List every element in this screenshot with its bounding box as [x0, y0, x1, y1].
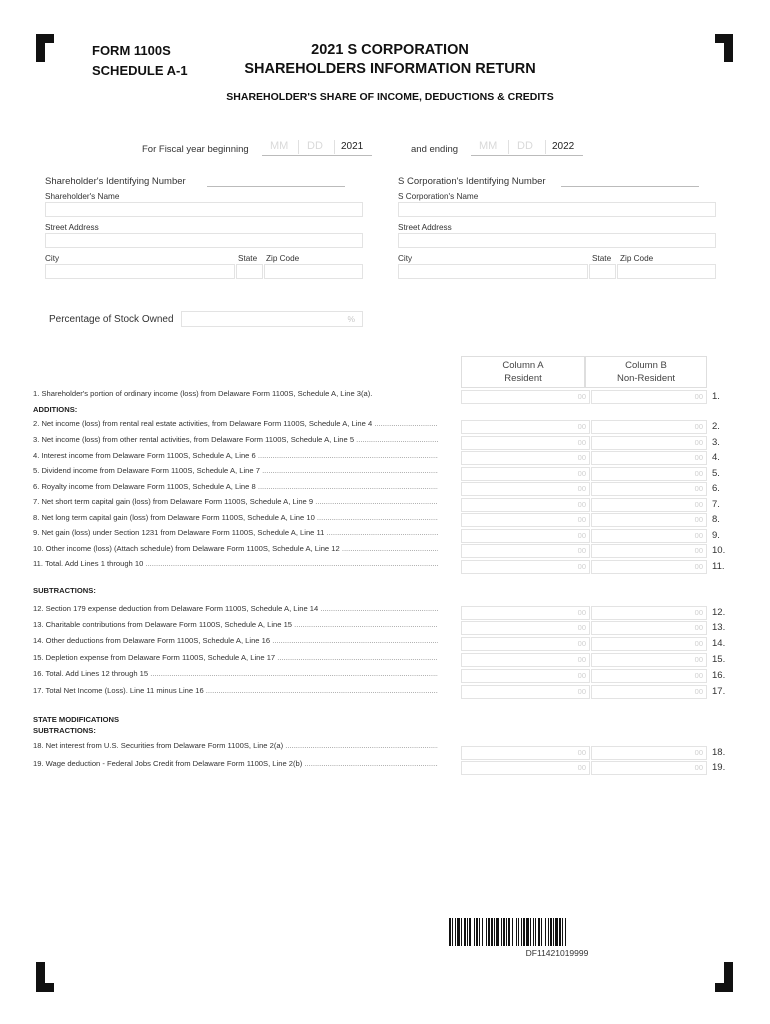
- cents-placeholder: 00: [577, 453, 586, 462]
- line-19-column-b-input[interactable]: [591, 761, 707, 775]
- begin-day-placeholder[interactable]: DD: [307, 140, 323, 152]
- cents-placeholder: 00: [694, 422, 703, 431]
- cents-placeholder: 00: [577, 655, 586, 664]
- line-13-column-b-input[interactable]: [591, 621, 707, 635]
- state-subtractions-heading: SUBTRACTIONS:: [33, 726, 96, 735]
- corporation-city-label: City: [398, 254, 413, 263]
- line-10-number: 10.: [712, 545, 726, 556]
- end-separator-2: [545, 140, 546, 154]
- corporation-name-label: S Corporation's Name: [398, 192, 479, 201]
- line-7-description: 7. Net short term capital gain (loss) from Delaware Form 1100S, Schedule A, Line 9 .....: [33, 497, 438, 506]
- line-19-description: 19. Wage deduction - Federal Jobs Credit from Delaware Form 1100S, Line 2(b) .....: [33, 759, 438, 768]
- line-4-description: 4. Interest income from Delaware Form 1100S, Schedule A, Line 6 .....: [33, 451, 438, 460]
- line-18-description: 18. Net interest from U.S. Securities from Delaware Form 1100S, Line 2(a) .....: [33, 741, 438, 750]
- cents-placeholder: 00: [577, 671, 586, 680]
- cents-placeholder: 00: [694, 546, 703, 555]
- shareholder-state-field[interactable]: [236, 264, 263, 279]
- line-13-number: 13.: [712, 622, 726, 633]
- shareholder-street-field[interactable]: [45, 233, 363, 248]
- barcode-text: DF11421019999: [525, 948, 589, 958]
- cents-placeholder: 00: [694, 608, 703, 617]
- line-12-description: 12. Section 179 expense deduction from Delaware Form 1100S, Schedule A, Line 14 .....: [33, 604, 438, 613]
- end-month-placeholder[interactable]: MM: [479, 140, 498, 152]
- line-2-description: 2. Net income (loss) from rental real estate activities, from Delaware Form 1100S, Schedule A, Line 4 .....: [33, 419, 438, 428]
- line-16-column-b-input[interactable]: [591, 669, 707, 683]
- line-12-number: 12.: [712, 607, 726, 618]
- cents-placeholder: 00: [577, 639, 586, 648]
- form-number: FORM 1100S: [92, 43, 171, 58]
- cents-placeholder: 00: [694, 392, 703, 401]
- corporation-street-label: Street Address: [398, 223, 452, 232]
- line-6-description: 6. Royalty income from Delaware Form 1100S, Schedule A, Line 8 .....: [33, 482, 438, 491]
- corner-mark-top-right-arm: [715, 34, 733, 43]
- shareholder-zip-label: Zip Code: [266, 254, 300, 263]
- line-9-column-a-input[interactable]: [461, 529, 590, 543]
- corner-mark-bottom-right-arm: [715, 983, 733, 992]
- line-2-column-b-input[interactable]: [591, 420, 707, 434]
- line-3-description: 3. Net income (loss) from other rental activities, from Delaware Form 1100S, Schedule A, Line 5 .....: [33, 435, 438, 444]
- line-15-column-b-input[interactable]: [591, 653, 707, 667]
- line-16-number: 16.: [712, 670, 726, 681]
- line-14-description: 14. Other deductions from Delaware Form 1100S, Schedule A, Line 16 .....: [33, 636, 438, 645]
- fiscal-end-label: and ending: [411, 144, 459, 155]
- subtractions-heading: SUBTRACTIONS:: [33, 586, 96, 595]
- cents-placeholder: 00: [694, 515, 703, 524]
- line-8-column-b-input[interactable]: [591, 513, 707, 527]
- line-9-column-b-input[interactable]: [591, 529, 707, 543]
- line-3-number: 3.: [712, 437, 720, 448]
- line-8-number: 8.: [712, 514, 720, 525]
- corporation-zip-field[interactable]: [617, 264, 716, 279]
- column-b-subtitle: Non-Resident: [616, 373, 676, 384]
- line-5-number: 5.: [712, 468, 720, 479]
- corporation-state-label: State: [592, 254, 612, 263]
- fiscal-begin-underline: [262, 155, 372, 156]
- line-18-column-a-input[interactable]: [461, 746, 590, 760]
- line-4-column-a-input[interactable]: [461, 451, 590, 465]
- cents-placeholder: 00: [694, 748, 703, 757]
- shareholder-id-field[interactable]: [207, 186, 345, 187]
- cents-placeholder: 00: [694, 623, 703, 632]
- cents-placeholder: 00: [577, 687, 586, 696]
- line-2-column-a-input[interactable]: [461, 420, 590, 434]
- begin-separator-1: [298, 140, 299, 154]
- line-8-description: 8. Net long term capital gain (loss) from Delaware Form 1100S, Schedule A, Line 10 .....: [33, 513, 438, 522]
- cents-placeholder: 00: [694, 484, 703, 493]
- line-12-column-a-input[interactable]: [461, 606, 590, 620]
- corporation-id-field[interactable]: [561, 186, 699, 187]
- cents-placeholder: 00: [694, 531, 703, 540]
- cents-placeholder: 00: [694, 438, 703, 447]
- shareholder-id-label: Shareholder's Identifying Number: [45, 176, 186, 187]
- cents-placeholder: 00: [577, 623, 586, 632]
- cents-placeholder: 00: [577, 438, 586, 447]
- shareholder-street-label: Street Address: [45, 223, 99, 232]
- barcode-bar: [566, 918, 567, 946]
- corner-mark-top-left-arm: [36, 34, 54, 43]
- line-7-number: 7.: [712, 499, 720, 510]
- line-16-column-a-input[interactable]: [461, 669, 590, 683]
- line-5-description: 5. Dividend income from Delaware Form 1100S, Schedule A, Line 7 .....: [33, 466, 438, 475]
- cents-placeholder: 00: [694, 453, 703, 462]
- line-11-description: 11. Total. Add Lines 1 through 10 .....: [33, 559, 438, 568]
- cents-placeholder: 00: [577, 500, 586, 509]
- line-5-column-b-input[interactable]: [591, 467, 707, 481]
- line-1-description: 1. Shareholder's portion of ordinary income (loss) from Delaware Form 1100S, Schedule A, Line 3(a).: [33, 389, 373, 398]
- line-13-column-a-input[interactable]: [461, 621, 590, 635]
- cents-placeholder: 00: [694, 469, 703, 478]
- line-6-column-a-input[interactable]: [461, 482, 590, 496]
- percent-sign: %: [347, 314, 355, 324]
- column-a-title: Column A: [502, 360, 544, 371]
- line-14-column-b-input[interactable]: [591, 637, 707, 651]
- column-a-header: [461, 356, 585, 388]
- line-15-number: 15.: [712, 654, 726, 665]
- line-7-column-a-input[interactable]: [461, 498, 590, 512]
- line-18-number: 18.: [712, 747, 726, 758]
- shareholder-name-field[interactable]: [45, 202, 363, 217]
- line-11-number: 11.: [712, 561, 725, 572]
- line-8-column-a-input[interactable]: [461, 513, 590, 527]
- line-13-description: 13. Charitable contributions from Delaware Form 1100S, Schedule A, Line 15 .....: [33, 620, 438, 629]
- line-10-column-a-input[interactable]: [461, 544, 590, 558]
- line-19-number: 19.: [712, 762, 726, 773]
- column-a-subtitle: Resident: [504, 373, 542, 384]
- line-4-number: 4.: [712, 452, 720, 463]
- line-5-column-a-input[interactable]: [461, 467, 590, 481]
- column-b-title: Column B: [625, 360, 667, 371]
- stock-owned-label: Percentage of Stock Owned: [49, 314, 174, 325]
- line-3-column-b-input[interactable]: [591, 436, 707, 450]
- form-subtitle: SHAREHOLDER'S SHARE OF INCOME, DEDUCTIONS & CREDITS: [226, 91, 554, 103]
- line-4-column-b-input[interactable]: [591, 451, 707, 465]
- cents-placeholder: 00: [694, 639, 703, 648]
- corporation-state-field[interactable]: [589, 264, 616, 279]
- shareholder-state-label: State: [238, 254, 258, 263]
- cents-placeholder: 00: [577, 546, 586, 555]
- corporation-street-field[interactable]: [398, 233, 716, 248]
- cents-placeholder: 00: [577, 515, 586, 524]
- shareholder-city-field[interactable]: [45, 264, 235, 279]
- stock-owned-field[interactable]: [181, 311, 363, 327]
- cents-placeholder: 00: [577, 392, 586, 401]
- begin-month-placeholder[interactable]: MM: [270, 140, 289, 152]
- end-year-value[interactable]: 2022: [552, 141, 575, 152]
- end-day-placeholder[interactable]: DD: [517, 140, 533, 152]
- cents-placeholder: 00: [577, 562, 586, 571]
- line-12-column-b-input[interactable]: [591, 606, 707, 620]
- fiscal-end-underline: [471, 155, 583, 156]
- cents-placeholder: 00: [694, 500, 703, 509]
- form-title-line1: 2021 S CORPORATION: [311, 42, 469, 58]
- cents-placeholder: 00: [577, 484, 586, 493]
- cents-placeholder: 00: [694, 671, 703, 680]
- line-7-column-b-input[interactable]: [591, 498, 707, 512]
- form-title-line2: SHAREHOLDERS INFORMATION RETURN: [244, 61, 536, 77]
- cents-placeholder: 00: [577, 763, 586, 772]
- fiscal-begin-label: For Fiscal year beginning: [142, 144, 249, 155]
- barcode-image: [449, 918, 665, 946]
- line-1-number: 1.: [712, 391, 720, 402]
- line-19-column-a-input[interactable]: [461, 761, 590, 775]
- line-17-number: 17.: [712, 686, 726, 697]
- end-separator-1: [508, 140, 509, 154]
- line-17-column-b-input[interactable]: [591, 685, 707, 699]
- line-6-number: 6.: [712, 483, 720, 494]
- fiscal-end-field[interactable]: [471, 139, 583, 156]
- cents-placeholder: 00: [694, 687, 703, 696]
- begin-year-value[interactable]: 2021: [341, 141, 364, 152]
- cents-placeholder: 00: [577, 608, 586, 617]
- line-1-column-a-input[interactable]: [461, 390, 590, 404]
- corporation-name-field[interactable]: [398, 202, 716, 217]
- state-modifications-heading: STATE MODIFICATIONS: [33, 715, 120, 724]
- corporation-id-label: S Corporation's Identifying Number: [398, 176, 546, 187]
- corporation-zip-label: Zip Code: [620, 254, 654, 263]
- line-2-number: 2.: [712, 421, 720, 432]
- fiscal-begin-field[interactable]: [262, 139, 372, 156]
- line-18-column-b-input[interactable]: [591, 746, 707, 760]
- cents-placeholder: 00: [694, 655, 703, 664]
- corner-mark-bottom-left-arm: [36, 983, 54, 992]
- line-16-description: 16. Total. Add Lines 12 through 15 .....: [33, 669, 438, 678]
- cents-placeholder: 00: [577, 422, 586, 431]
- line-15-column-a-input[interactable]: [461, 653, 590, 667]
- line-14-column-a-input[interactable]: [461, 637, 590, 651]
- line-14-number: 14.: [712, 638, 726, 649]
- begin-separator-2: [334, 140, 335, 154]
- line-3-column-a-input[interactable]: [461, 436, 590, 450]
- additions-heading: ADDITIONS:: [33, 405, 78, 414]
- cents-placeholder: 00: [577, 531, 586, 540]
- line-1-column-b-input[interactable]: [591, 390, 707, 404]
- line-10-description: 10. Other income (loss) (Attach schedule) from Delaware Form 1100S, Schedule A, Line 12 .....: [33, 544, 438, 553]
- cents-placeholder: 00: [694, 562, 703, 571]
- line-15-description: 15. Depletion expense from Delaware Form 1100S, Schedule A, Line 17 .....: [33, 653, 438, 662]
- line-17-column-a-input[interactable]: [461, 685, 590, 699]
- cents-placeholder: 00: [694, 763, 703, 772]
- column-b-header: [585, 356, 707, 388]
- cents-placeholder: 00: [577, 748, 586, 757]
- line-9-description: 9. Net gain (loss) under Section 1231 from Delaware Form 1100S, Schedule A, Line 11 .....: [33, 528, 438, 537]
- schedule-label: SCHEDULE A-1: [92, 63, 188, 78]
- line-10-column-b-input[interactable]: [591, 544, 707, 558]
- line-6-column-b-input[interactable]: [591, 482, 707, 496]
- shareholder-city-label: City: [45, 254, 60, 263]
- line-11-column-a-input[interactable]: [461, 560, 590, 574]
- shareholder-zip-field[interactable]: [264, 264, 363, 279]
- line-17-description: 17. Total Net Income (Loss). Line 11 minus Line 16 .....: [33, 686, 438, 695]
- corporation-city-field[interactable]: [398, 264, 588, 279]
- cents-placeholder: 00: [577, 469, 586, 478]
- line-9-number: 9.: [712, 530, 720, 541]
- line-11-column-b-input[interactable]: [591, 560, 707, 574]
- shareholder-name-label: Shareholder's Name: [45, 192, 120, 201]
